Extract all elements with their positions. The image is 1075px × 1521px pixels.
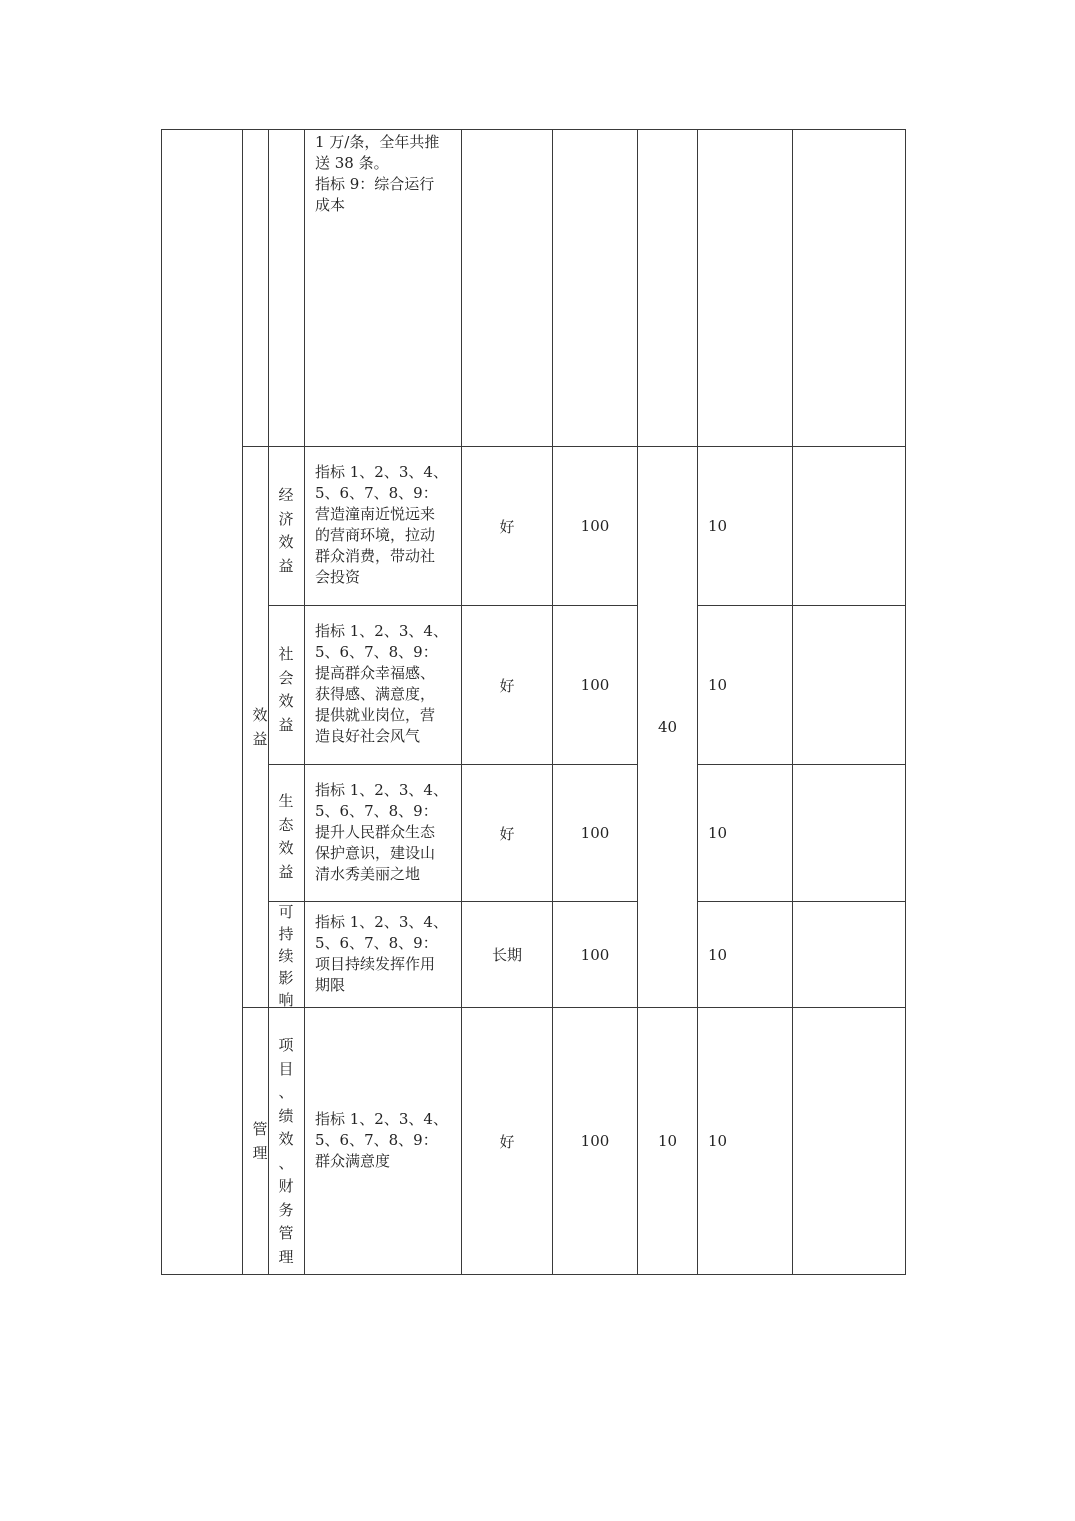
target-value: 好 xyxy=(499,676,515,695)
target-value: 好 xyxy=(499,824,515,843)
points-value: 10 xyxy=(708,517,728,535)
indicator-description: 指标 1、2、3、4、 5、6、7、8、9： 群众满意度 xyxy=(315,1110,448,1170)
col-divider xyxy=(792,129,793,1275)
indicator-description: 指标 1、2、3、4、 5、6、7、8、9： 提高群众幸福感、 获得感、满意度， 提供就业岗位，营 造良好社会风气 xyxy=(315,622,448,745)
indicator-description: 指标 1、2、3、4、 5、6、7、8、9： 项目持续发挥作用 期限 xyxy=(315,913,448,994)
table-border-bottom xyxy=(161,1274,906,1275)
col-divider xyxy=(304,129,305,1275)
indicator-description: 指标 1、2、3、4、 5、6、7、8、9： 提升人民群众生态 保护意识，建设山 清水秀美丽之地 xyxy=(315,781,448,883)
management-weight: 10 xyxy=(657,1132,678,1150)
points-value: 10 xyxy=(708,945,728,964)
score-value: 100 xyxy=(580,676,610,694)
points-value: 10 xyxy=(708,824,728,842)
col-divider xyxy=(242,129,243,1275)
score-value: 100 xyxy=(580,517,610,535)
score-value: 100 xyxy=(580,1132,610,1150)
indicator-description: 指标 1、2、3、4、 5、6、7、8、9： 营造潼南近悦远来 的营商环境，拉动 群众消费，带动社 会投资 xyxy=(315,463,448,586)
sub-indicator-label: 经 济 效 益 xyxy=(278,486,294,575)
target-value: 好 xyxy=(499,517,515,536)
score-value: 100 xyxy=(580,945,610,964)
points-value: 10 xyxy=(708,1132,728,1150)
target-value: 好 xyxy=(499,1132,515,1151)
sub-indicator-label: 生 态 效 益 xyxy=(278,792,294,881)
col-divider xyxy=(697,129,698,1275)
table-border-top xyxy=(161,129,906,130)
group-label-benefit: 效 益 xyxy=(252,706,268,748)
indicator-description: 1 万/条，全年共推 送 38 条。 指标 9：综合运行 成本 xyxy=(315,133,440,214)
group-label-management: 管 理 xyxy=(252,1120,268,1162)
target-value: 长期 xyxy=(491,946,522,964)
score-value: 100 xyxy=(580,824,610,842)
sub-indicator-label: 可 持 续 影 响 xyxy=(278,903,294,1009)
table-border-right xyxy=(905,129,906,1275)
benefit-weight: 40 xyxy=(657,718,678,736)
sub-indicator-label: 项 目 、 绩 效 、 财 务 管 理 xyxy=(278,1036,294,1266)
table-border-left xyxy=(161,129,162,1275)
sub-indicator-label: 社 会 效 益 xyxy=(278,645,294,734)
points-value: 10 xyxy=(708,676,728,694)
col-divider xyxy=(268,129,269,1275)
